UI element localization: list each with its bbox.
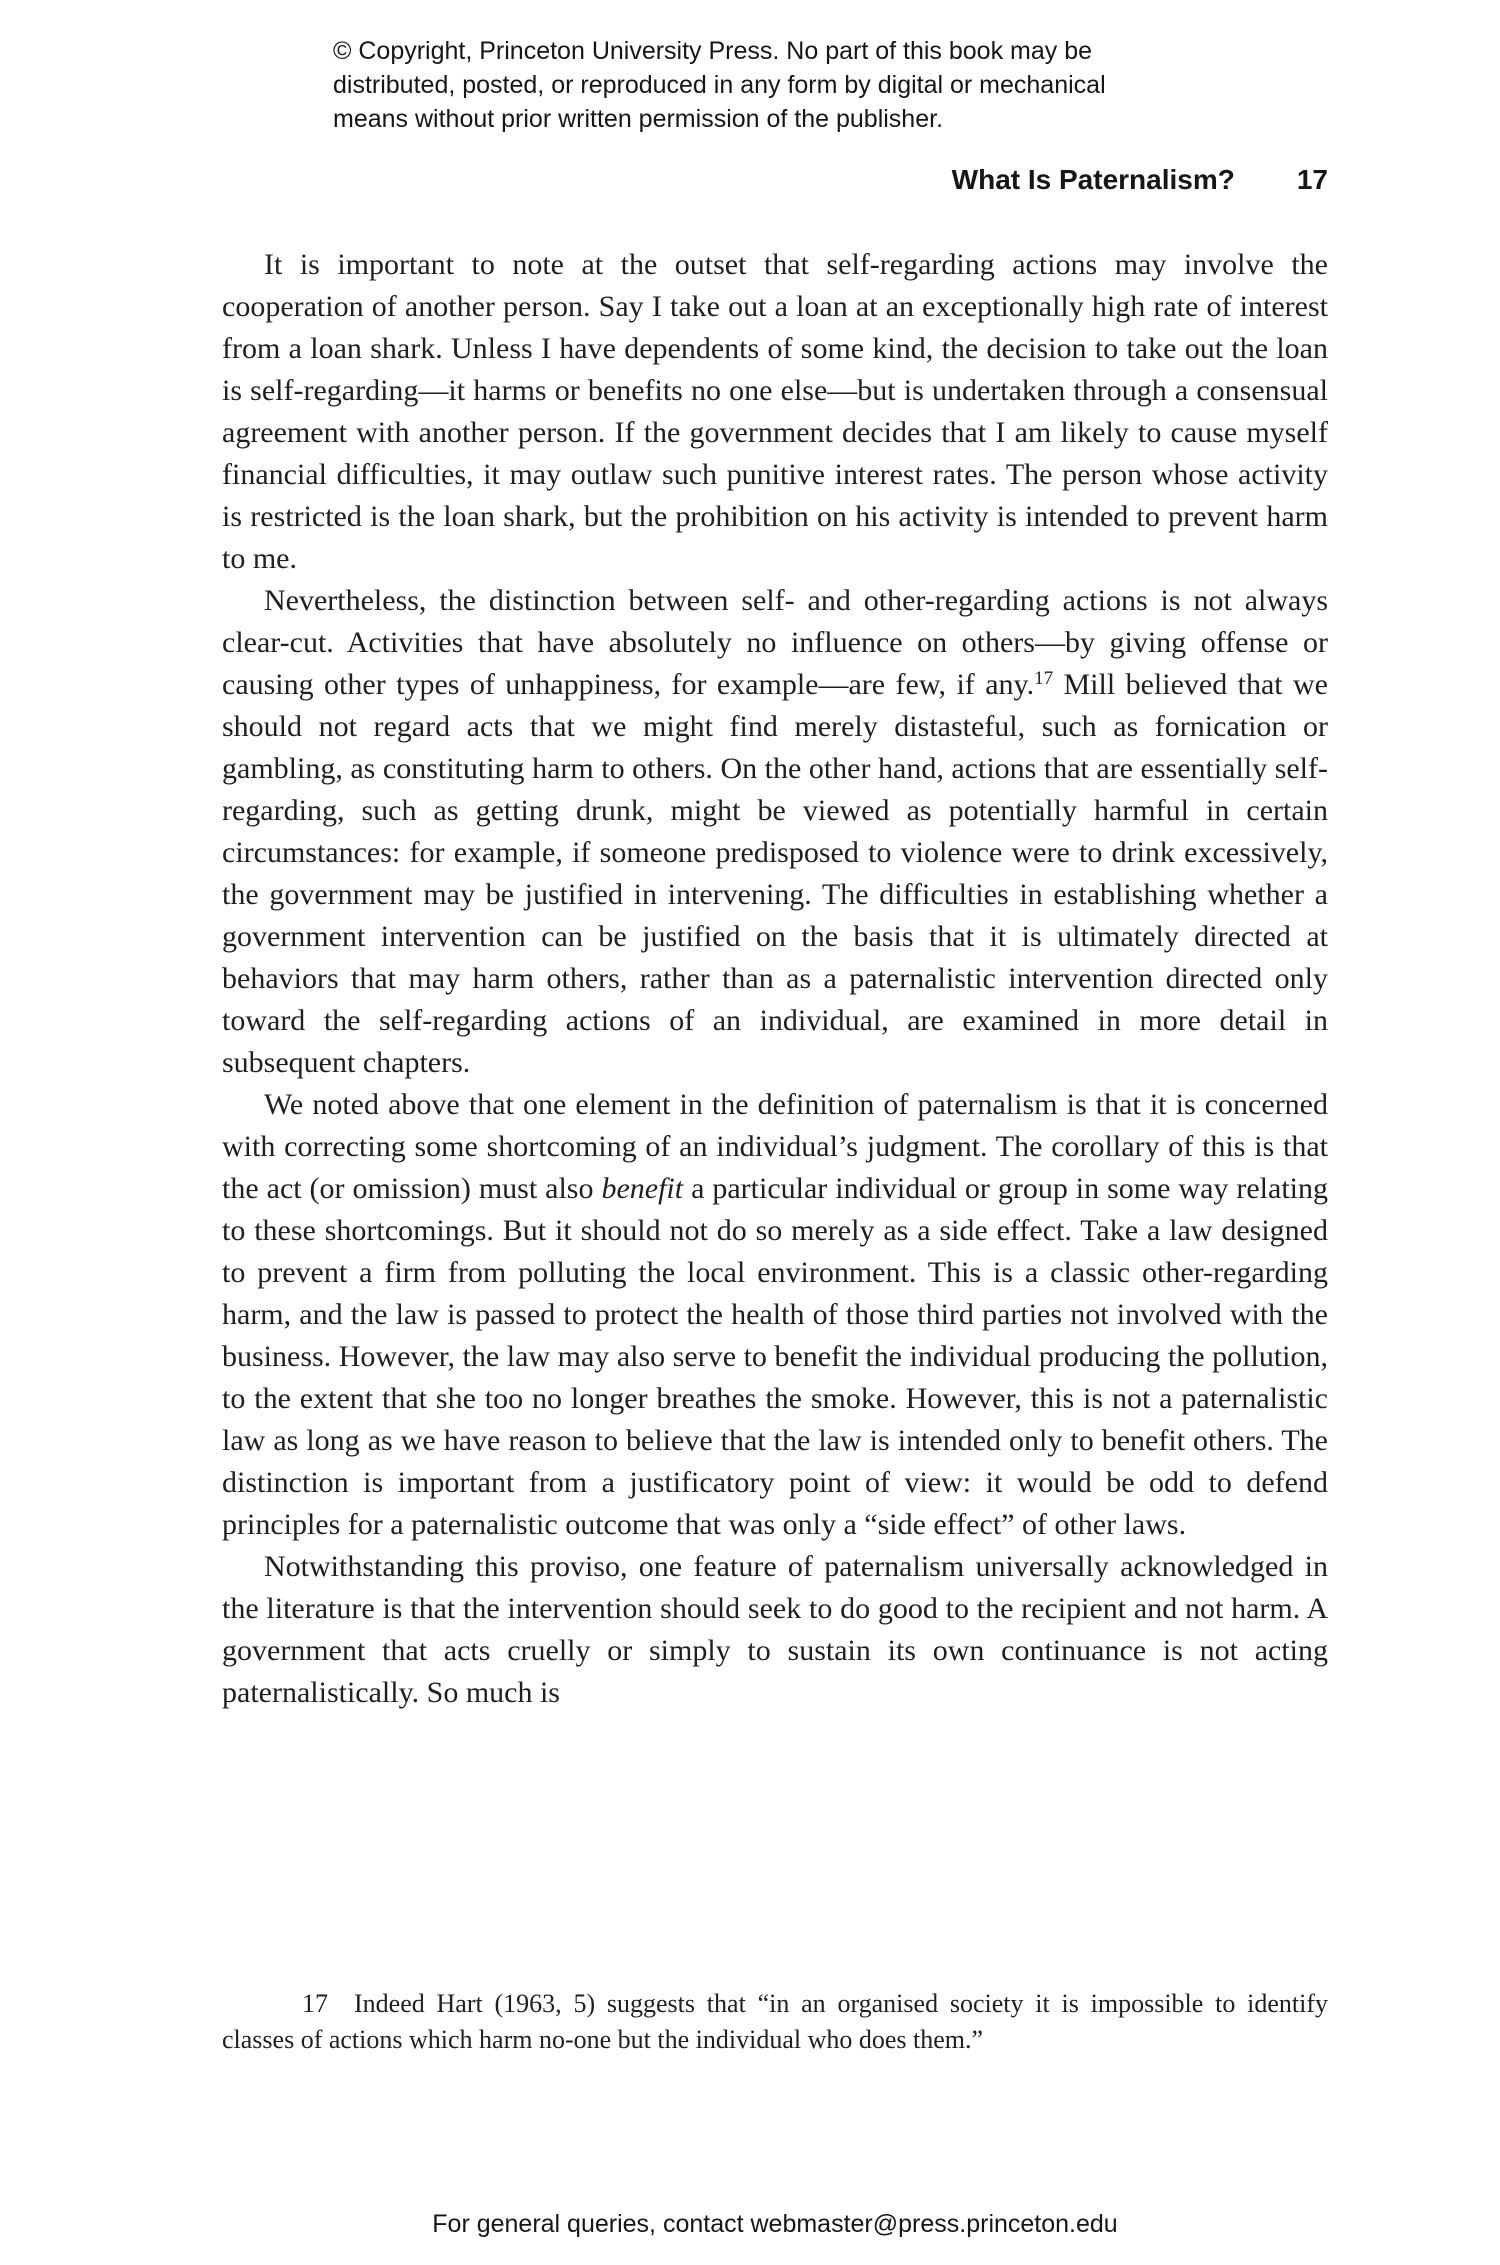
footnote <box>222 1986 1328 2058</box>
paragraph-2 <box>222 580 1328 1084</box>
paragraph-3-italic-word: benefit <box>601 1172 684 1205</box>
footnote-number: 17 <box>302 1989 328 2018</box>
copyright-line-2: distributed, posted, or reproduced in any form by digital or mechanical <box>333 71 1106 99</box>
paragraph-3 <box>222 1084 1328 1546</box>
chapter-title: What Is Paternalism? <box>951 164 1235 195</box>
running-head <box>222 164 1328 196</box>
paragraph-2-text-pre: Nevertheless, the distinction between self- and other-regarding actions is not always clear-cut. Activities that have absolutely no influence on others—by giving offense or causing other types of unhappiness, for example—are few, if any. <box>222 584 1328 701</box>
paragraph-4 <box>222 1546 1328 1714</box>
page-number: 17 <box>1296 164 1328 195</box>
footer-text: For general queries, contact webmaster@press.princeton.edu <box>432 2210 1118 2238</box>
paragraph-3-text-pre: We noted above that one element in the definition of paternalism is that it is concerned with correcting some shortcoming of an individual’s judgment. The corollary of this is that the act (or omission) must also <box>222 1088 1328 1205</box>
paragraph-2-text-post: Mill believed that we should not regard acts that we might find merely distasteful, such as fornication or gambling, as constituting harm to others. On the other hand, actions that are essentially self-regarding, such as getting drunk, might be viewed as potentially harmful in certain circumstances: for example, if someone predisposed to violence were to drink excessively, the government may be justified in intervening. The difficulties in establishing whether a government intervention can be justified on the basis that it is ultimately directed at behaviors that may harm others, rather than as a paternalistic intervention directed only toward the self-regarding actions of an individual, are examined in more detail in subsequent chapters. <box>222 668 1328 1079</box>
footnote-reference-marker: 17 <box>1034 668 1054 689</box>
page-footer <box>222 2210 1328 2239</box>
copyright-notice <box>333 34 1106 136</box>
paragraph-3-text-post: a particular individual or group in some way relating to these shortcomings. But it should not do so merely as a side effect. Take a law designed to prevent a firm from polluting the local environment. This is a classic other-regarding harm, and the law is passed to protect the health of those third parties not involved with the business. However, the law may also serve to benefit the individual producing the pollution, to the extent that she too no longer breathes the smoke. However, this is not a paternalistic law as long as we have reason to believe that the law is intended only to benefit others. The distinction is important from a justificatory point of view: it would be odd to defend principles for a paternalistic outcome that was only a “side effect” of other laws. <box>222 1172 1328 1541</box>
footnote-paragraph <box>222 1986 1328 2058</box>
paragraph-1-text: It is important to note at the outset that self-regarding actions may involve the cooperation of another person. Say I take out a loan at an exceptionally high rate of interest from a loan shark. Unless I have dependents of some kind, the decision to take out the loan is self-regarding—it harms or benefits no one else—but is undertaken through a consensual agreement with another person. If the government decides that I am likely to cause myself financial difficulties, it may outlaw such punitive interest rates. The person whose activity is restricted is the loan shark, but the prohibition on his activity is intended to prevent harm to me. <box>222 248 1328 575</box>
paragraph-4-text: Notwithstanding this proviso, one feature of paternalism universally acknowledged in the literature is that the intervention should seek to do good to the recipient and not harm. A government that acts cruelly or simply to sustain its own continuance is not acting paternalistically. So much is <box>222 1550 1328 1709</box>
body-text <box>222 244 1328 1714</box>
copyright-line-1: © Copyright, Princeton University Press. No part of this book may be <box>333 37 1093 65</box>
footnote-text: Indeed Hart (1963, 5) suggests that “in an organised society it is impossible to identify classes of actions which harm no-one but the individual who does them.” <box>222 1989 1328 2054</box>
paragraph-1 <box>222 244 1328 580</box>
copyright-line-3: means without prior written permission of the publisher. <box>333 105 944 133</box>
